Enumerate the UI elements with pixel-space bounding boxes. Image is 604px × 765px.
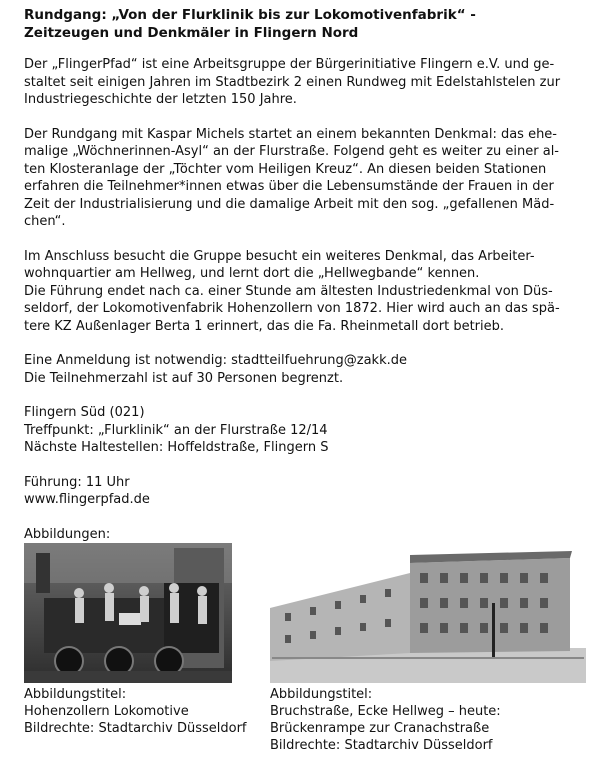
text-line: ten Klosteranlage der „Töchter vom Heiligen Kreuz“. An diesen beiden Stationen xyxy=(24,161,547,177)
text-line: Der Rundgang mit Kaspar Michels startet an einem bekannten Denkmal: das ehe- xyxy=(24,126,557,142)
text-line: erfahren die Teilnehmer*innen etwas über die Lebensumstände der Frauen in der xyxy=(24,179,554,194)
title-line: Rundgang: „Von der Flurklinik bis zur Lokomotivenfabrik“ - xyxy=(24,7,476,23)
registration-paragraph xyxy=(24,352,584,387)
text-line: Zeit der Industrialisierung und die damalige Arbeit mit den sog. „gefallenen Mäd- xyxy=(24,196,555,212)
figure-locomotive xyxy=(24,543,247,737)
text-line: staltet seit einigen Jahren im Stadtbezirk 2 einen Rundweg mit Edelstahlstelen zur xyxy=(24,74,561,90)
document-page xyxy=(24,6,584,560)
locomotive-photo xyxy=(24,543,232,683)
document-title xyxy=(24,6,584,42)
text-line: Nächste Haltestellen: Hoffeldstraße, Flingern S xyxy=(24,440,329,455)
text-line: seldorf, der Lokomotivenfabrik Hohenzollern von 1872. Hier wird auch an das spä- xyxy=(24,301,560,316)
text-line: Führung: 11 Uhr xyxy=(24,474,130,490)
caption-line: Bildrechte: Stadtarchiv Düsseldorf xyxy=(24,721,247,736)
text-line: Treffpunkt: „Flurklinik“ an der Flurstraße 12/14 xyxy=(24,422,328,438)
figure-building xyxy=(270,543,586,754)
figures-heading xyxy=(24,526,584,544)
meeting-point-paragraph xyxy=(24,404,584,457)
text-line: Industriegeschichte der letzten 150 Jahre. xyxy=(24,92,297,107)
figures-row xyxy=(24,543,584,765)
caption-line: Hohenzollern Lokomotive xyxy=(24,704,189,719)
text-line: Der „FlingerPfad“ ist eine Arbeitsgruppe der Bürgerinitiative Flingern e.V. und ge- xyxy=(24,57,555,72)
text-line: Abbildungen: xyxy=(24,526,111,542)
text-line: chen“. xyxy=(24,214,66,229)
caption-line: Bildrechte: Stadtarchiv Düsseldorf xyxy=(270,738,493,753)
caption-line: Bruchstraße, Ecke Hellweg – heute: xyxy=(270,704,501,719)
title-line: Zeitzeugen und Denkmäler in Flingern Nord xyxy=(24,25,359,41)
building-photo xyxy=(270,543,586,683)
tour-continuation-paragraph xyxy=(24,248,584,336)
time-website-paragraph xyxy=(24,474,584,509)
text-line: Eine Anmeldung ist notwendig: stadtteilfuehrung@zakk.de xyxy=(24,353,407,368)
text-line: malige „Wöchnerinnen-Asyl“ an der Flurstraße. Folgend geht es weiter zu einer al- xyxy=(24,144,559,159)
figure-caption xyxy=(270,686,586,754)
caption-line: Abbildungstitel: xyxy=(24,687,127,702)
tour-start-paragraph xyxy=(24,126,584,231)
caption-line: Brückenrampe zur Cranachstraße xyxy=(270,721,490,736)
intro-paragraph xyxy=(24,56,584,109)
text-line: Die Teilnehmerzahl ist auf 30 Personen begrenzt. xyxy=(24,370,344,386)
text-line: Flingern Süd (021) xyxy=(24,405,145,420)
website-text: www.flingerpfad.de xyxy=(24,492,150,507)
text-line: Im Anschluss besucht die Gruppe besucht ein weiteres Denkmal, das Arbeiter- xyxy=(24,248,535,264)
caption-line: Abbildungstitel: xyxy=(270,687,373,702)
text-line: wohnquartier am Hellweg, und lernt dort die „Hellwegbande“ kennen. xyxy=(24,266,480,281)
text-line: tere KZ Außenlager Berta 1 erinnert, das die Fa. Rheinmetall dort betrieb. xyxy=(24,318,505,334)
figure-caption xyxy=(24,686,247,737)
text-line: Die Führung endet nach ca. einer Stunde am ältesten Industriedenkmal von Düs- xyxy=(24,283,553,299)
